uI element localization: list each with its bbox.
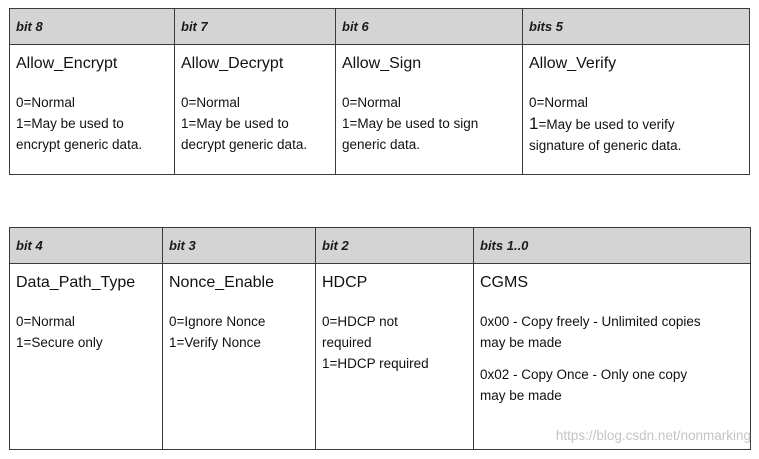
- field-cell-hdcp: [316, 264, 474, 450]
- value-digit: 1: [529, 114, 539, 133]
- value-line: 0=HDCP not: [322, 314, 398, 329]
- value-line: may be made: [480, 335, 562, 350]
- value-line: generic data.: [342, 137, 421, 152]
- value-line: 1=Verify Nonce: [169, 335, 261, 350]
- value-line: 0=Normal: [529, 95, 588, 110]
- value-line: encrypt generic data.: [16, 137, 143, 152]
- header-bit-7: bit 7: [175, 9, 336, 45]
- value-line: may be made: [480, 388, 562, 403]
- header-bit-2: bit 2: [316, 228, 474, 264]
- watermark-text: https://blog.csdn.net/nonmarking: [555, 428, 751, 443]
- field-name: Data_Path_Type: [16, 274, 136, 291]
- header-bits-1-0: bits 1..0: [474, 228, 751, 264]
- field-name: HDCP: [322, 274, 368, 291]
- field-name: Allow_Encrypt: [16, 55, 118, 72]
- value-line: [529, 113, 743, 135]
- value-line: 1=May be used to sign: [342, 116, 479, 131]
- header-row: [10, 9, 750, 45]
- field-name: Allow_Verify: [529, 55, 617, 72]
- field-name: CGMS: [480, 274, 528, 291]
- value-line: signature of generic data.: [529, 138, 682, 153]
- field-name: Nonce_Enable: [169, 274, 274, 291]
- field-cell-allow-decrypt: [175, 45, 336, 175]
- value-line: 1=May be used to: [181, 116, 289, 131]
- field-cell-cgms: [474, 264, 751, 450]
- field-cell-data-path-type: [10, 264, 163, 450]
- value-line: required: [322, 335, 372, 350]
- field-cell-allow-encrypt: [10, 45, 175, 175]
- field-row: [10, 264, 751, 450]
- value-line: 1=HDCP required: [322, 356, 429, 371]
- header-bits-5: bits 5: [523, 9, 750, 45]
- value-line: 0=Normal: [181, 95, 240, 110]
- value-line: 0=Ignore Nonce: [169, 314, 266, 329]
- header-row: [10, 228, 751, 264]
- value-line: 0x00 - Copy freely - Unlimited copies: [480, 314, 701, 329]
- bit-field-table-top: [9, 8, 750, 175]
- field-cell-allow-sign: [336, 45, 523, 175]
- value-line: 1=Secure only: [16, 335, 103, 350]
- value-line: 0x02 - Copy Once - Only one copy: [480, 367, 688, 382]
- header-bit-6: bit 6: [336, 9, 523, 45]
- value-line: 1=May be used to: [16, 116, 124, 131]
- header-bit-4: bit 4: [10, 228, 163, 264]
- value-text: =May be used to verify: [538, 117, 675, 132]
- header-bit-8: bit 8: [10, 9, 175, 45]
- value-line: 0=Normal: [16, 95, 75, 110]
- field-row: [10, 45, 750, 175]
- value-line: decrypt generic data.: [181, 137, 308, 152]
- value-line: 0=Normal: [342, 95, 401, 110]
- field-name: Allow_Decrypt: [181, 55, 284, 72]
- field-cell-allow-verify: [523, 45, 750, 175]
- field-cell-nonce-enable: [163, 264, 316, 450]
- value-line: 0=Normal: [16, 314, 75, 329]
- bit-field-table-bottom: [9, 227, 751, 450]
- field-name: Allow_Sign: [342, 55, 422, 72]
- header-bit-3: bit 3: [163, 228, 316, 264]
